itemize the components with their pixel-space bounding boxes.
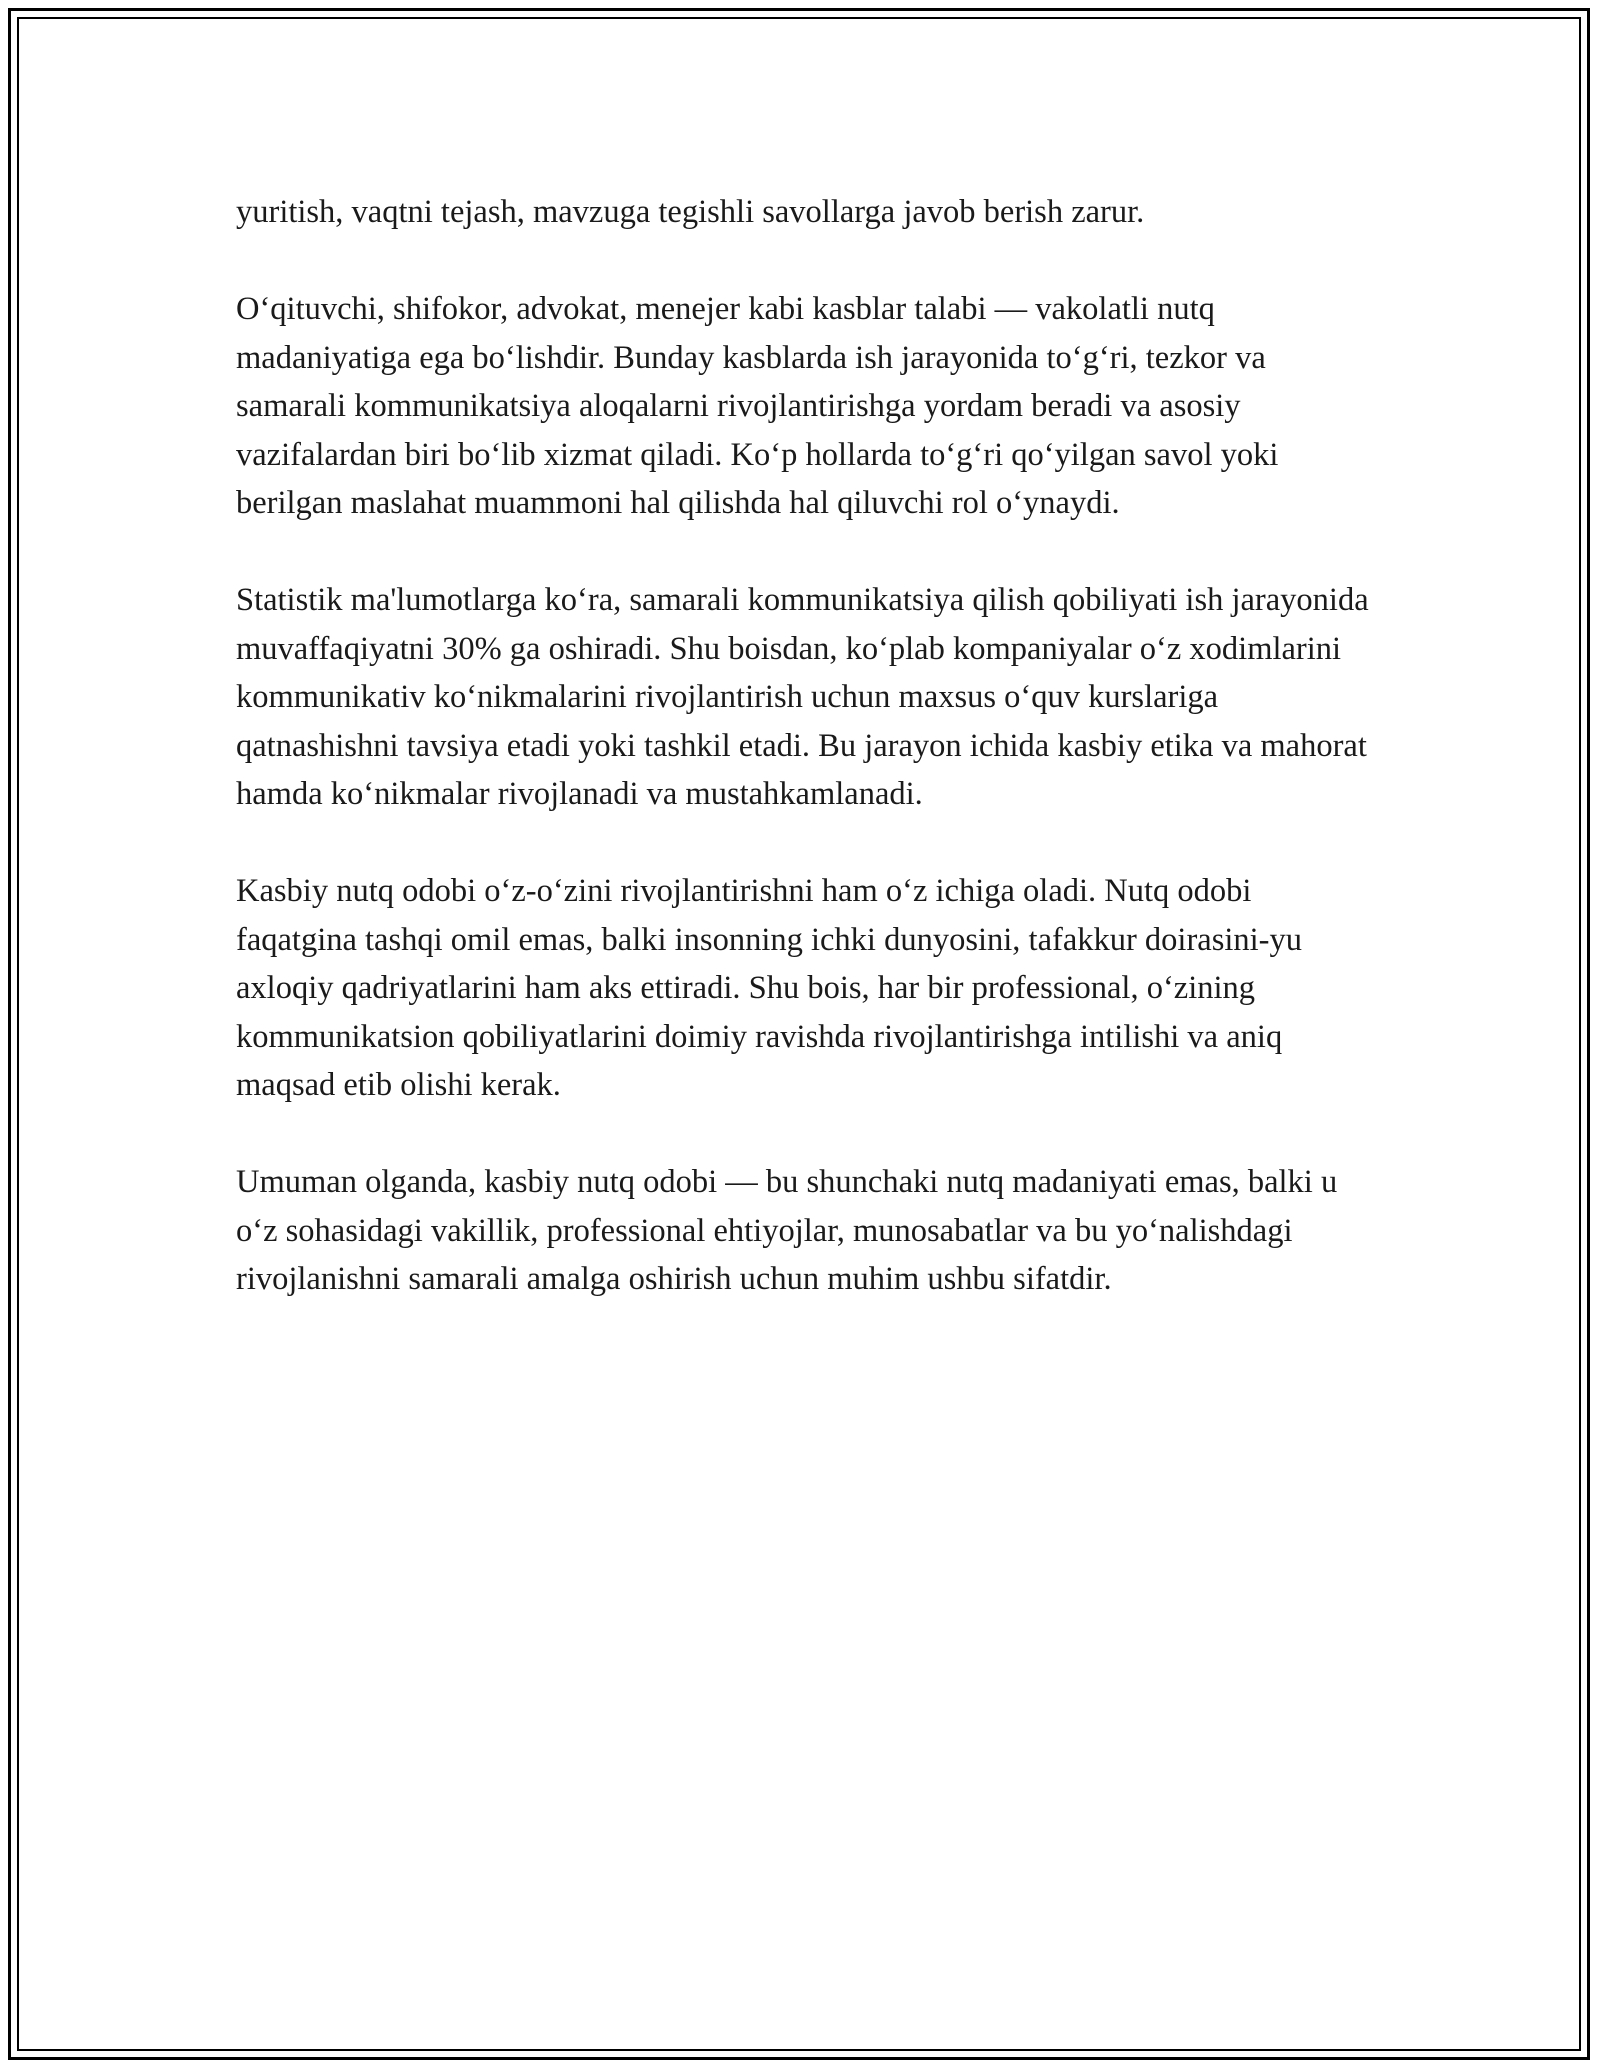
paragraph-5: Umuman olganda, kasbiy nutq odobi — bu shunchaki nutq madaniyati emas, balki u o‘z sohasidagi vakillik, professional ehtiyojlar, munosabatlar va bu yo‘nalishdagi rivojlanishni samarali amalga oshirish uchun muhim ushbu sifatdir. xyxy=(236,1164,1338,1297)
paragraph-1: yuritish, vaqtni tejash, mavzuga tegishli savollarga javob berish zarur. xyxy=(236,194,1145,230)
paragraph-4: Kasbiy nutq odobi o‘z-o‘zini rivojlantirishni ham o‘z ichiga oladi. Nutq odobi faqatgina tashqi omil emas, balki insonning ichki dunyosini, tafakkur doirasini-yu axloqiy qadriyatlarini ham aks ettiradi. Shu bois, har bir professional, o‘zining kommunikatsion qobiliyatlarini doimiy ravishda rivojlantirishga intilishi va aniq maqsad etib olishi kerak. xyxy=(236,873,1302,1103)
document-body xyxy=(236,188,1376,1304)
paragraph-3: Statistik ma'lumotlarga ko‘ra, samarali kommunikatsiya qilish qobiliyati ish jarayonida muvaffaqiyatni 30% ga oshiradi. Shu boisdan, ko‘plab kompaniyalar o‘z xodimlarini kommunikativ ko‘nikmalarini rivojlantirish uchun maxsus o‘quv kurslariga qatnashishni tavsiya etadi yoki tashkil etadi. Bu jarayon ichida kasbiy etika va mahorat hamda ko‘nikmalar rivojlanadi va mustahkamlanadi. xyxy=(236,582,1369,812)
paragraph-2: O‘qituvchi, shifokor, advokat, menejer kabi kasblar talabi — vakolatli nutq madaniyatiga ega bo‘lishdir. Bunday kasblarda ish jarayonida to‘g‘ri, tezkor va samarali kommunikatsiya aloqalarni rivojlantirishga yordam beradi va asosiy vazifalardan biri bo‘lib xizmat qiladi. Ko‘p hollarda to‘g‘ri qo‘yilgan savol yoki berilgan maslahat muammoni hal qilishda hal qiluvchi rol o‘ynaydi. xyxy=(236,291,1279,521)
